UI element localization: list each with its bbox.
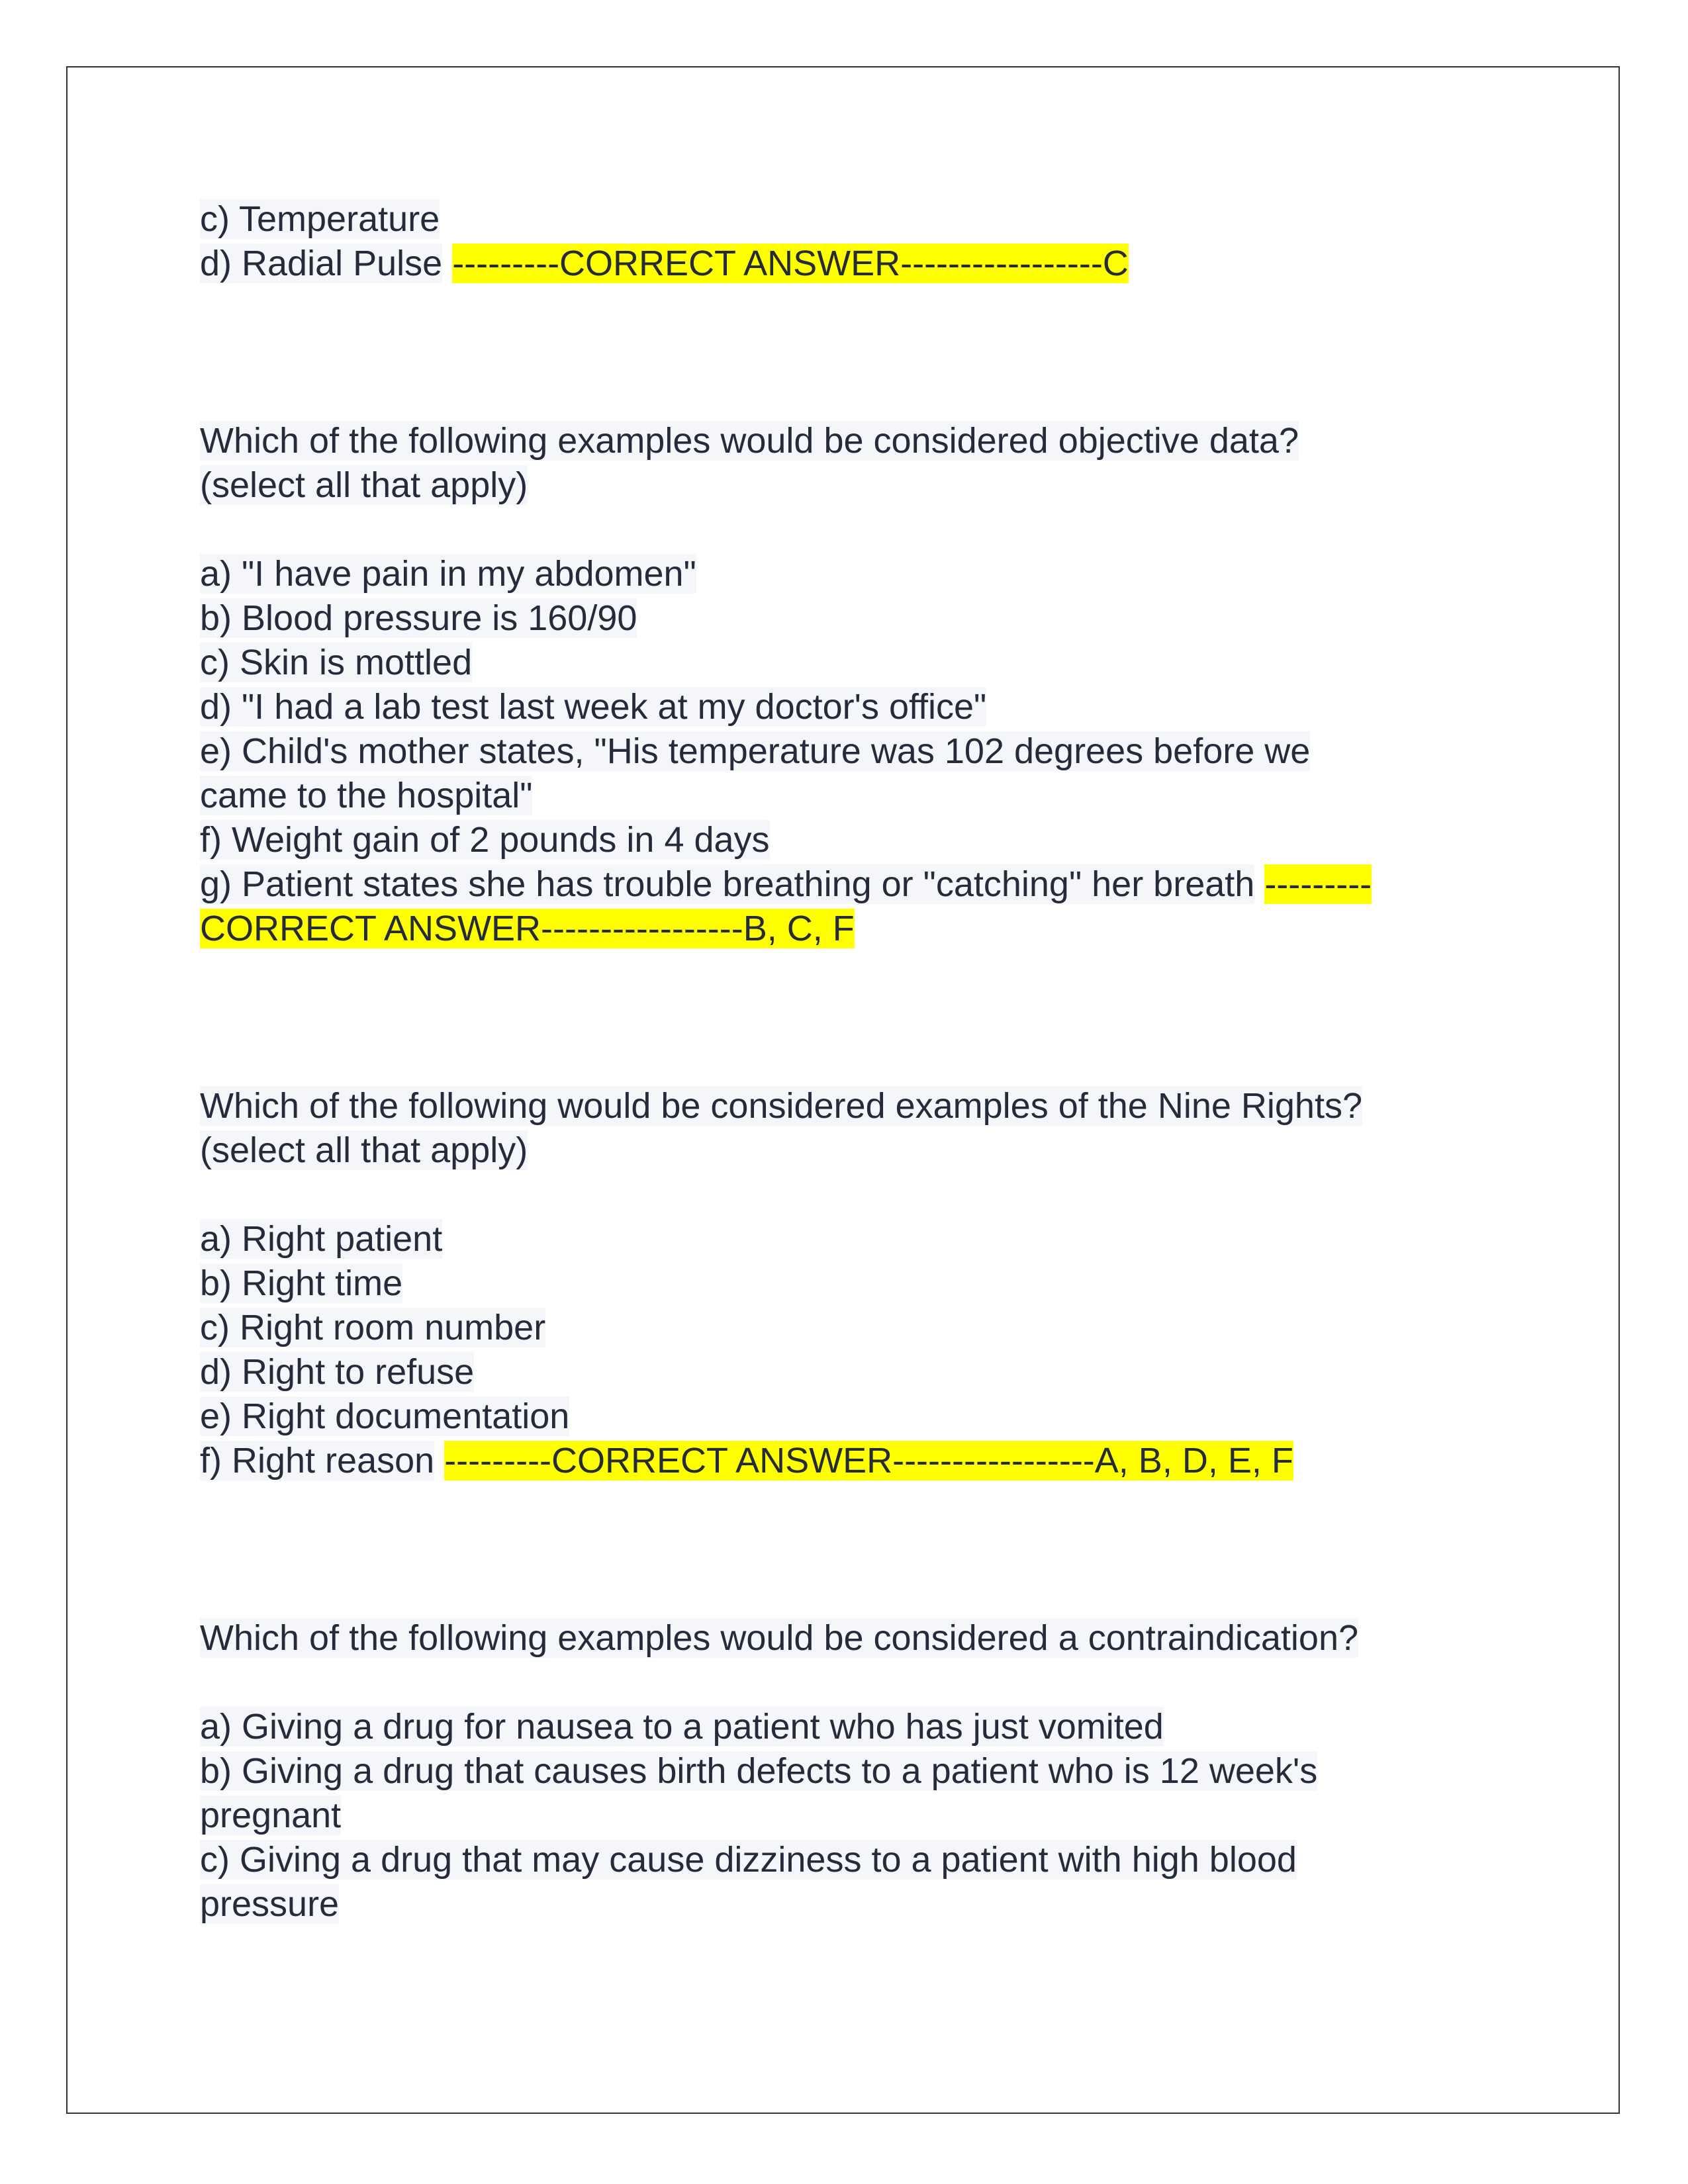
option-line: f) Right reason ---------CORRECT ANSWER-----------------A, B, D, E, F	[200, 1441, 1293, 1480]
answer-line	[200, 907, 1497, 951]
question-text: Which of the following examples would be considered a contraindication?	[200, 1618, 1359, 1658]
option-line: b) Giving a drug that causes birth defects to a patient who is 12 week's	[200, 1751, 1318, 1791]
option-line: b) Right time	[200, 1263, 403, 1303]
option-line: d) Right to refuse	[200, 1352, 475, 1392]
option-line: pregnant	[200, 1796, 342, 1835]
option-line: d) Radial Pulse ---------CORRECT ANSWER-----------------C	[200, 244, 1129, 283]
option-line: g) Patient states she has trouble breathing or "catching" her breath ---------	[200, 864, 1372, 904]
correct-answer-highlight: ---------	[1264, 864, 1372, 904]
option-line: a) Right patient	[200, 1219, 443, 1259]
question-text: Which of the following would be considered examples of the Nine Rights?	[200, 1086, 1362, 1126]
option-line: c) Skin is mottled	[200, 643, 473, 682]
option-line: d) "I had a lab test last week at my doctor's office"	[200, 687, 987, 727]
option-line: came to the hospital"	[200, 776, 533, 815]
question-instruction: (select all that apply)	[200, 465, 528, 505]
option-line: c) Giving a drug that may cause dizziness to a patient with high blood	[200, 1840, 1297, 1880]
option-line: c) Temperature	[200, 199, 440, 239]
correct-answer-highlight: ---------CORRECT ANSWER-----------------C	[452, 244, 1129, 283]
option-line: e) Child's mother states, "His temperature was 102 degrees before we	[200, 731, 1311, 771]
option-line: c) Right room number	[200, 1308, 546, 1347]
option-line: a) Giving a drug for nausea to a patient who has just vomited	[200, 1707, 1164, 1747]
document-body	[200, 197, 1497, 1927]
correct-answer-highlight: CORRECT ANSWER-----------------B, C, F	[200, 909, 855, 948]
question-instruction: (select all that apply)	[200, 1130, 528, 1170]
correct-answer-highlight: ---------CORRECT ANSWER-----------------A, B, D, E, F	[444, 1441, 1293, 1480]
option-line: pressure	[200, 1884, 340, 1924]
option-line: a) "I have pain in my abdomen"	[200, 554, 696, 594]
option-line: f) Weight gain of 2 pounds in 4 days	[200, 820, 770, 860]
option-line: b) Blood pressure is 160/90	[200, 598, 637, 638]
option-line: e) Right documentation	[200, 1396, 570, 1436]
question-text: Which of the following examples would be considered objective data?	[200, 421, 1299, 461]
